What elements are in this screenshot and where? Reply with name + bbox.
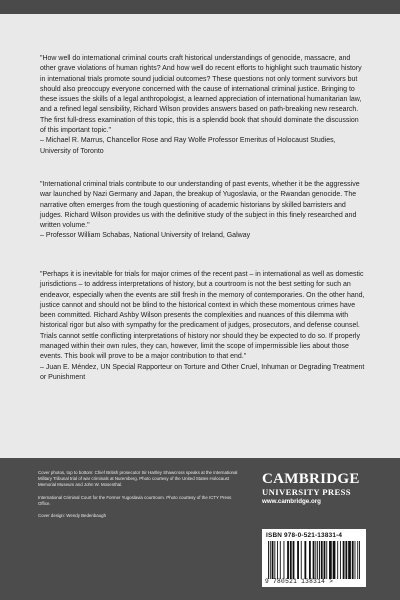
publisher-subtitle: UNIVERSITY PRESS [262, 487, 351, 497]
barcode-bar [329, 541, 332, 579]
design-credit: Cover design: Wendy Bedenbaugh [38, 513, 107, 519]
barcode-bar [345, 541, 347, 579]
blurb-3 [40, 270, 366, 383]
barcode-bar [293, 541, 295, 579]
barcode-bar [309, 541, 311, 579]
barcode-bar [340, 541, 341, 579]
blurb-2-quote: "International criminal trials contribute to our understanding of past events, whether it be the aggressive war launched by Nazi Germany and Japan, the breakup of Yugoslavia, or the Rwandan genocide. The narrative often emerges from the tough questioning of academic historians by skilled barristers and judges. Richard Wilson provides us with the definitive study of the subject in this finely researched and written volume." [40, 181, 360, 230]
barcode-digits: 9 780521 138314 > [265, 578, 334, 585]
barcode-bar [287, 541, 289, 579]
icty-credit: International Criminal Court for the Former Yugoslavia courtroom. Photo courtesy of the ICTY Press Office. [38, 494, 232, 506]
blurb-2-attribution: – Professor William Schabas, National University of Ireland, Galway [40, 232, 251, 240]
barcode-bar [348, 541, 351, 579]
barcode-bar [337, 541, 338, 579]
barcode-bar [297, 541, 299, 579]
barcode [268, 541, 360, 579]
barcode-bar [319, 541, 320, 579]
barcode-bar [333, 541, 336, 579]
blurb-3-attribution: – Juan E. Méndez, UN Special Rapporteur on Torture and Other Cruel, Inhuman or Degrading Treatment or Punishment [40, 363, 365, 381]
barcode-bar [359, 541, 360, 579]
isbn-barcode-box [262, 529, 366, 587]
barcode-bar [324, 541, 326, 579]
publisher-logo [262, 472, 372, 507]
barcode-bar [317, 541, 318, 579]
publisher-url: www.cambridge.org [262, 498, 321, 505]
barcode-bar [268, 541, 269, 579]
blurb-area [0, 14, 400, 458]
barcode-bar [301, 541, 302, 579]
cover-credits [38, 470, 240, 525]
barcode-bar [321, 541, 323, 579]
barcode-bar [357, 541, 358, 579]
barcode-bar [304, 541, 306, 579]
barcode-bar [290, 541, 292, 579]
barcode-bar [277, 541, 278, 579]
barcode-bar [270, 541, 271, 579]
blurb-2 [40, 180, 366, 242]
barcode-bar [343, 541, 345, 579]
blurb-1-quote: "How well do international criminal courts craft historical understandings of genocide, massacre, and other grave violations of human rights? And how well do recent efforts to highlight such traumatic history in international trials promote sound judicial outcomes? These questions not only torment survivors but should also preoccupy everyone concerned with the cause of international criminal justice. Bringing to these issues the skills of a legal anthropologist, a learned appreciation of international humanitarian law, and a refined legal sensibility, Richard Wilson provides answers based on path-breaking new research. The first full-dress examination of this topic, this is a splendid book that should dominate the discussion of this important topic." [40, 55, 362, 135]
blurb-1 [40, 54, 366, 157]
top-bar [0, 0, 400, 14]
barcode-bar [274, 541, 275, 579]
blurb-3-quote: "Perhaps it is inevitable for trials for major crimes of the recent past – in international as well as domestic jurisdictions – to address interpretations of history, but a courtroom is not the best setting for such an endeavor, especially when the events are still fresh in the memory of contemporaries. On the other hand, justice cannot and should not be blind to the historical context in which these momentous crimes have been committed. Richard Ashby Wilson presents the complexities and nuances of this dilemma with historical rigor but also with sympathy for the predicament of judges, prosecutors, and defense counsel. Trials cannot settle conflicting interpretations of history nor should they be expected to do so. If properly managed within their own rules, they can, however, limit the scope of impermissible lies about those events. This book will prove to be a major contribution to that end." [40, 271, 365, 361]
barcode-bar [352, 541, 354, 579]
barcode-bar [283, 541, 284, 579]
isbn-label: ISBN 978-0-521-13831-4 [266, 532, 343, 539]
publisher-name: CAMBRIDGE [262, 471, 360, 487]
blurb-1-attribution: – Michael R. Marrus, Chancellor Rose and Ray Wolfe Professor Emeritus of Holocaust Studies, University of Toronto [40, 137, 336, 155]
barcode-bar [355, 541, 356, 579]
barcode-bar [280, 541, 281, 579]
barcode-bar [315, 541, 316, 579]
barcode-bar [313, 541, 315, 579]
barcode-bar [272, 541, 274, 579]
photo-credit: Cover photos, top to bottom: Chief British prosecutor Sir Hartley Shawcross speaks at the International Military Tribunal trial of war criminals at Nuremberg. Photo courtesy of the United States Holocaust Memorial Museum and John W. Mosenthal. [38, 470, 238, 488]
barcode-bar [326, 541, 327, 579]
bottom-band [0, 458, 400, 600]
